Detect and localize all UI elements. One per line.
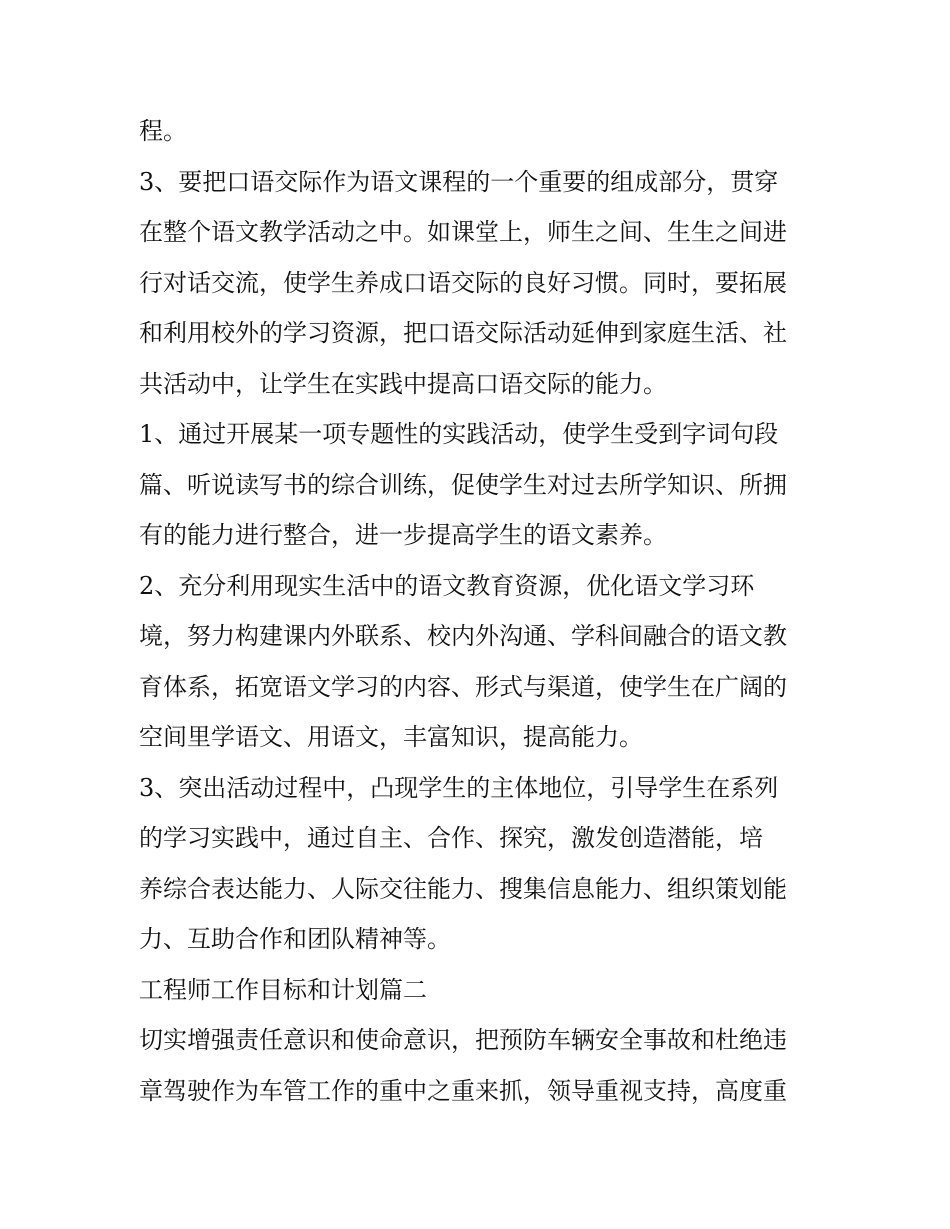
text-line: 境，努力构建课内外联系、校内外沟通、学科间融合的语文教 (139, 622, 787, 650)
text-line: 空间里学语文、用语文，丰富知识，提高能力。 (139, 723, 643, 751)
text-line: 和利用校外的学习资源，把口语交际活动延伸到家庭生活、社 (139, 319, 787, 347)
document-body (139, 106, 819, 1116)
text-line: 有的能力进行整合，进一步提高学生的语文素养。 (139, 521, 667, 549)
text-line: 3、要把口语交际作为语文课程的一个重要的组成部分，贯穿 (139, 167, 779, 196)
text-line: 的学习实践中，通过自主、合作、探究，激发创造潜能，培 (139, 824, 763, 852)
text-line: 3、突出活动过程中，凸现学生的主体地位，引导学生在系列 (139, 773, 779, 802)
text-line: 行对话交流，使学生养成口语交际的良好习惯。同时，要拓展 (139, 268, 787, 297)
text-line: 篇、听说读写书的综合训练，促使学生对过去所学知识、所拥 (139, 470, 787, 499)
text-line: 共活动中，让学生在实践中提高口语交际的能力。 (139, 369, 667, 398)
text-line: 力、互助合作和团队精神等。 (139, 925, 451, 953)
text-line: 2、充分利用现实生活中的语文教育资源，优化语文学习环 (139, 571, 755, 600)
text-line: 章驾驶作为车管工作的重中之重来抓，领导重视支持，高度重 (139, 1076, 787, 1105)
text-line: 育体系，拓宽语文学习的内容、形式与渠道，使学生在广阔的 (139, 672, 787, 701)
text-line: 切实增强责任意识和使命意识，把预防车辆安全事故和杜绝违 (139, 1026, 787, 1054)
text-line: 养综合表达能力、人际交往能力、搜集信息能力、组织策划能 (139, 874, 787, 903)
text-line: 在整个语文教学活动之中。如课堂上，师生之间、生生之间进 (139, 218, 787, 246)
section-heading: 工程师工作目标和计划篇二 (139, 975, 427, 1004)
text-line: 程。 (139, 117, 187, 145)
text-line: 1、通过开展某一项专题性的实践活动，使学生受到字词句段 (139, 420, 779, 448)
